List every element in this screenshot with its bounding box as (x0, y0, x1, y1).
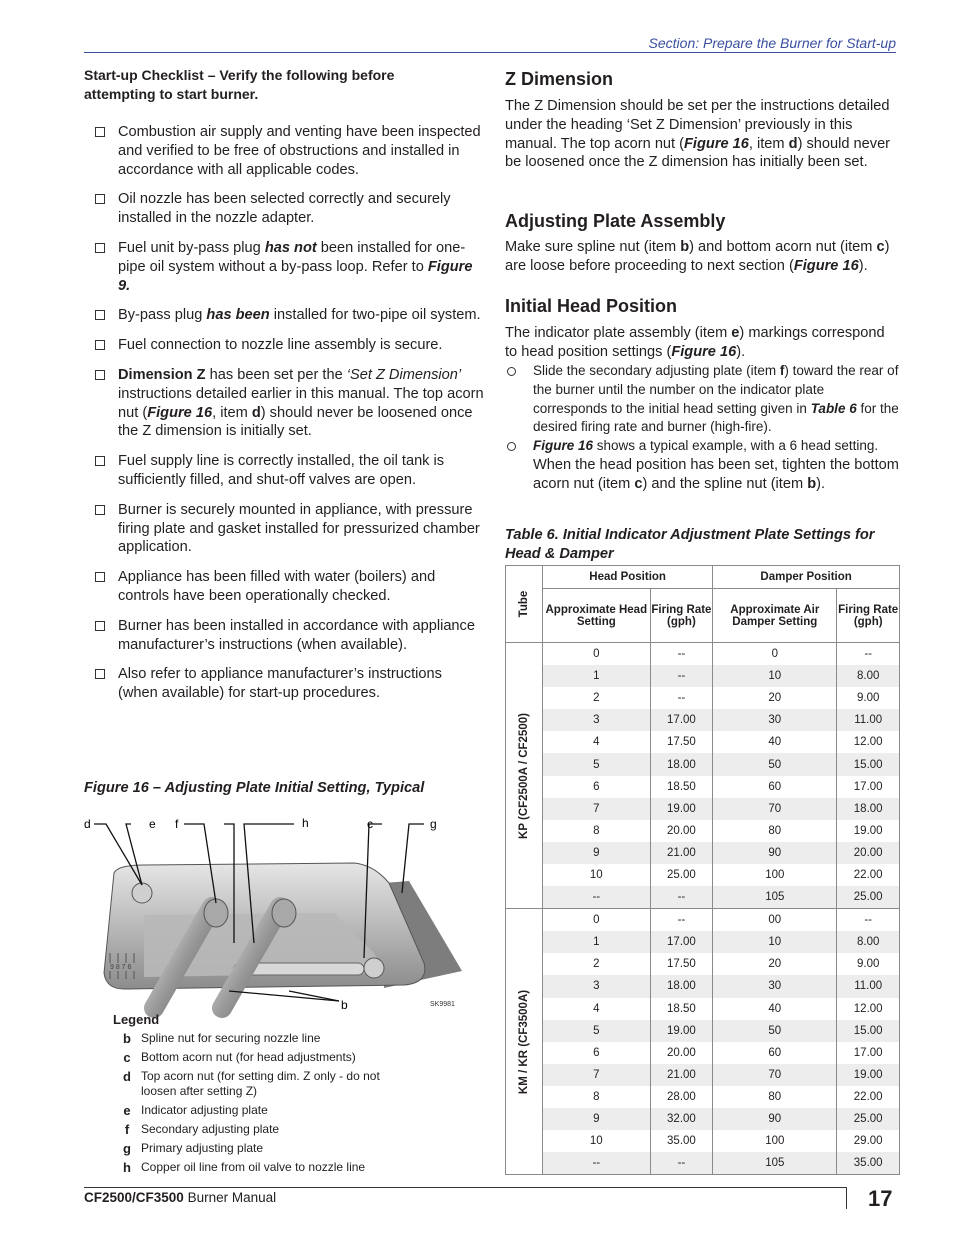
checklist-item: Dimension Z has been set per the ‘Set Z Dimension’ instructions detailed earlier in this manual. The top acorn nut (Figure 16, item d) should never be loosened once the Z dimension is initially set. (84, 366, 484, 441)
checklist-item: By-pass plug has been installed for two-pipe oil system. (84, 306, 484, 325)
label-f: f (175, 817, 179, 831)
table-row (506, 909, 900, 932)
bullet-circle-icon (507, 442, 516, 451)
legend-item: f Secondary adjusting plate (124, 1122, 280, 1137)
bottom-acorn-nut (364, 958, 384, 978)
table-cell: 20 (713, 687, 837, 709)
table-row (506, 820, 900, 842)
column-header: Approximate Head Setting (543, 589, 651, 643)
checklist-item: Burner has been installed in accordance with appliance manufacturer’s instructions (when available). (84, 617, 484, 655)
table-row (506, 665, 900, 687)
table-cell: 0 (543, 643, 651, 666)
checkbox-icon (95, 243, 105, 253)
table-row (506, 864, 900, 886)
legend (113, 1031, 413, 1179)
table-cell: 80 (713, 820, 837, 842)
table-cell: 9.00 (837, 687, 900, 709)
figure-code: SK9981 (430, 1001, 455, 1008)
table-cell: 6 (543, 776, 651, 798)
table-row (506, 643, 900, 666)
table-cell: 3 (543, 975, 651, 997)
table-cell: 4 (543, 998, 651, 1020)
table-row (506, 798, 900, 820)
tube-label: KM / KR (CF3500A) (506, 909, 543, 1175)
head-bullets (505, 362, 900, 494)
table-cell: 5 (543, 753, 651, 775)
adjusting-plate-heading: Adjusting Plate Assembly (505, 211, 726, 231)
table-row (506, 842, 900, 864)
table-section (506, 643, 900, 909)
checkbox-icon (95, 456, 105, 466)
table-cell: 18.50 (650, 998, 713, 1020)
table-cell: 35.00 (837, 1152, 900, 1175)
table-cell: 17.00 (650, 709, 713, 731)
table-cell: 18.00 (650, 753, 713, 775)
table-cell: -- (650, 643, 713, 666)
checklist-title-text: Start-up Checklist – Verify the following before attempting to start burner. (84, 67, 395, 102)
table-row (506, 1108, 900, 1130)
label-e: e (149, 817, 156, 831)
checkbox-icon (95, 340, 105, 350)
checkbox-icon (95, 621, 105, 631)
footer-title: CF2500/CF3500 Burner Manual (84, 1190, 277, 1205)
tube-label: KP (CF2500A / CF2500) (506, 643, 543, 909)
table-cell: 25.00 (837, 1108, 900, 1130)
table-cell: 30 (713, 975, 837, 997)
table-cell: 00 (713, 909, 837, 932)
table-cell: 100 (713, 1130, 837, 1152)
table-cell: 90 (713, 1108, 837, 1130)
table-cell: -- (650, 665, 713, 687)
table-cell: 1 (543, 665, 651, 687)
table-cell: 6 (543, 1042, 651, 1064)
footer-rule (84, 1187, 846, 1188)
table-row (506, 1042, 900, 1064)
table-cell: 8 (543, 820, 651, 842)
table-cell: 25.00 (650, 864, 713, 886)
checklist-item: Combustion air supply and venting have been inspected and verified to be free of obstructions and installed in accordance with all applicable codes. (84, 123, 484, 179)
checklist-item: Fuel connection to nozzle line assembly is secure. (84, 336, 484, 355)
table-cell: 7 (543, 1064, 651, 1086)
label-h: h (302, 816, 309, 830)
column-header: Approximate Air Damper Setting (713, 589, 837, 643)
scale-numbers: 9 8 7 6 (110, 964, 132, 971)
initial-head-text: The indicator plate assembly (item e) markings correspond to head position settings (Figure 16). (505, 325, 885, 360)
table-cell: 8.00 (837, 665, 900, 687)
table-cell: 18.50 (650, 776, 713, 798)
bullet-circle-icon (507, 367, 516, 376)
table-cell: 17.00 (837, 776, 900, 798)
table-cell: 30 (713, 709, 837, 731)
checklist-title (84, 66, 464, 104)
table-cell: 19.00 (837, 1064, 900, 1086)
table-cell: 21.00 (650, 842, 713, 864)
table-row (506, 776, 900, 798)
z-dimension-heading: Z Dimension (505, 69, 614, 89)
legend-item: b Spline nut for securing nozzle line (123, 1031, 321, 1046)
table-cell: 15.00 (837, 753, 900, 775)
table-cell: 17.50 (650, 731, 713, 753)
table-row (506, 975, 900, 997)
table-cell: 8.00 (837, 931, 900, 953)
table-cell: 105 (713, 886, 837, 909)
checkbox-icon (95, 572, 105, 582)
table-cell: -- (543, 1152, 651, 1175)
table-row (506, 753, 900, 775)
table-cell: 22.00 (837, 1086, 900, 1108)
legend-item: d Top acorn nut (for setting dim. Z only - do not loosen after setting Z) (123, 1069, 380, 1098)
table-cell: 0 (713, 643, 837, 666)
figure-title: Figure 16 – Adjusting Plate Initial Setting, Typical (84, 780, 425, 796)
table-cell: 21.00 (650, 1064, 713, 1086)
table-cell: 50 (713, 753, 837, 775)
table-cell: 19.00 (837, 820, 900, 842)
table-cell: 10 (543, 864, 651, 886)
section-label: Section: Prepare the Burner for Start-up (648, 35, 896, 51)
legend-item: c Bottom acorn nut (for head adjustments) (123, 1050, 356, 1065)
table-cell: 18.00 (837, 798, 900, 820)
table-cell: 10 (543, 1130, 651, 1152)
table-cell: 40 (713, 731, 837, 753)
table-cell: 19.00 (650, 1020, 713, 1042)
table-row (506, 886, 900, 909)
table-section (506, 909, 900, 1175)
checklist (84, 123, 484, 714)
checkbox-icon (95, 194, 105, 204)
table-cell: 3 (543, 709, 651, 731)
table-cell: 105 (713, 1152, 837, 1175)
table-cell: 7 (543, 798, 651, 820)
table-cell: 19.00 (650, 798, 713, 820)
table-cell: 11.00 (837, 975, 900, 997)
table-row (506, 1152, 900, 1175)
table-row (506, 1064, 900, 1086)
checkbox-icon (95, 505, 105, 515)
label-d: d (84, 817, 91, 831)
table-cell: -- (837, 643, 900, 666)
adjusting-plate-figure (84, 813, 484, 1023)
table-cell: 70 (713, 1064, 837, 1086)
table-row (506, 687, 900, 709)
table-cell: 4 (543, 731, 651, 753)
checklist-item: Also refer to appliance manufacturer’s instructions (when available) for start-up procedures. (84, 665, 484, 703)
checkbox-icon (95, 669, 105, 679)
table-cell: 40 (713, 998, 837, 1020)
damper-position-header: Damper Position (713, 566, 900, 589)
table-cell: 29.00 (837, 1130, 900, 1152)
initial-head-heading: Initial Head Position (505, 296, 678, 316)
table-row (506, 953, 900, 975)
table-row (506, 1130, 900, 1152)
table-caption: Table 6. Initial Indicator Adjustment Plate Settings for Head & Damper (505, 527, 875, 562)
table-cell: 18.00 (650, 975, 713, 997)
table-cell: 2 (543, 953, 651, 975)
table-cell: -- (650, 886, 713, 909)
table-cell: 10 (713, 665, 837, 687)
table-cell: -- (543, 886, 651, 909)
table-cell: 20.00 (650, 820, 713, 842)
table-cell: 28.00 (650, 1086, 713, 1108)
checkbox-icon (95, 370, 105, 380)
table-cell: -- (650, 1152, 713, 1175)
table-cell: 17.50 (650, 953, 713, 975)
table-cell: 12.00 (837, 731, 900, 753)
checklist-item: Appliance has been filled with water (boilers) and controls have been operationally checked. (84, 568, 484, 606)
table-row (506, 1086, 900, 1108)
table-cell: 35.00 (650, 1130, 713, 1152)
table-cell: -- (650, 687, 713, 709)
table-cell: 9.00 (837, 953, 900, 975)
table-cell: 60 (713, 776, 837, 798)
table-cell: -- (650, 909, 713, 932)
table-cell: 20.00 (837, 842, 900, 864)
legend-item: e Indicator adjusting plate (123, 1103, 268, 1118)
table-cell: 9 (543, 842, 651, 864)
bullet-item: Figure 16 shows a typical example, with a 6 head setting. When the head position has been set, tighten the bottom acorn nut (item c) and the spline nut (item b). (505, 437, 900, 493)
label-b: b (341, 998, 348, 1012)
table-cell: 20 (713, 953, 837, 975)
table-cell: 9 (543, 1108, 651, 1130)
adjusting-plate-text: Make sure spline nut (item b) and bottom acorn nut (item c) are loose before proceeding to next section (Figure 16). (505, 239, 890, 274)
legend-item: g Primary adjusting plate (123, 1141, 264, 1156)
z-dimension-text: The Z Dimension should be set per the instructions detailed under the heading ‘Set Z Dimension’ previously in this manual. The top acorn nut (Figure 16, item d) should never be loosened once the Z dimension has initially been set. (505, 98, 891, 171)
checklist-item: Fuel supply line is correctly installed, the oil tank is sufficiently filled, and shut-off valves are open. (84, 452, 484, 490)
table-cell: 2 (543, 687, 651, 709)
top-acorn-nut (132, 883, 152, 903)
table-cell: 20.00 (650, 1042, 713, 1064)
table-cell: 8 (543, 1086, 651, 1108)
table-cell: 10 (713, 931, 837, 953)
bullet-item: Slide the secondary adjusting plate (item f) toward the rear of the burner until the number on the indicator plate corresponds to the initial head setting given in Table 6 for the desired firing rate and burner (high-fire). (505, 362, 900, 437)
table-cell: 17.00 (837, 1042, 900, 1064)
checkbox-icon (95, 127, 105, 137)
label-c: c (367, 817, 373, 831)
table-cell: 15.00 (837, 1020, 900, 1042)
table-cell: 80 (713, 1086, 837, 1108)
checklist-item: Oil nozzle has been selected correctly and securely installed in the nozzle adapter. (84, 190, 484, 228)
column-header: Firing Rate (gph) (837, 589, 900, 643)
page-number: 17 (868, 1186, 893, 1211)
table-row (506, 998, 900, 1020)
checklist-item: Burner is securely mounted in appliance, with pressure firing plate and gasket installed for pressurized chamber application. (84, 501, 484, 557)
table-cell: 11.00 (837, 709, 900, 731)
table-cell: 5 (543, 1020, 651, 1042)
table-row (506, 731, 900, 753)
table-cell: 90 (713, 842, 837, 864)
checklist-item: Fuel unit by-pass plug has not been installed for one-pipe oil system without a by-pass loop. Refer to Figure 9. (84, 239, 484, 295)
table-cell: 0 (543, 909, 651, 932)
settings-table (505, 565, 900, 1175)
table-cell: 12.00 (837, 998, 900, 1020)
legend-title: Legend (113, 1012, 160, 1027)
table-cell: 22.00 (837, 864, 900, 886)
header-rule (84, 52, 896, 53)
table-cell: -- (837, 909, 900, 932)
table-cell: 1 (543, 931, 651, 953)
table-row (506, 709, 900, 731)
footer-divider (846, 1187, 847, 1209)
table-cell: 25.00 (837, 886, 900, 909)
checkbox-icon (95, 310, 105, 320)
table-cell: 50 (713, 1020, 837, 1042)
table-cell: 70 (713, 798, 837, 820)
legend-item: h Copper oil line from oil valve to nozzle line (123, 1160, 366, 1175)
table-row (506, 931, 900, 953)
table-cell: 100 (713, 864, 837, 886)
table-row (506, 1020, 900, 1042)
table-cell: 32.00 (650, 1108, 713, 1130)
head-position-header: Head Position (543, 566, 713, 589)
tube-header: Tube (506, 566, 543, 643)
column-header: Firing Rate (gph) (650, 589, 713, 643)
label-g: g (430, 817, 437, 831)
table-cell: 60 (713, 1042, 837, 1064)
table-cell: 17.00 (650, 931, 713, 953)
